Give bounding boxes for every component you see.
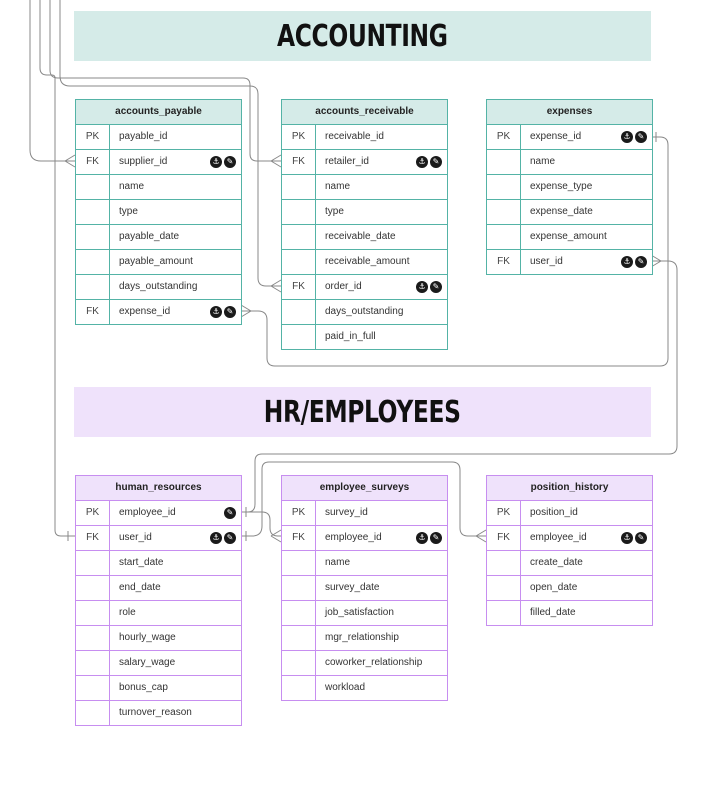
anchor-icon[interactable]: ⚓ xyxy=(416,281,428,293)
field-name: role xyxy=(119,607,136,618)
table-header: accounts_payable xyxy=(76,100,241,124)
table-human-resources[interactable] xyxy=(75,475,242,726)
field-name: paid_in_full xyxy=(325,331,376,342)
field-name: open_date xyxy=(530,582,578,593)
connector-supplier xyxy=(30,0,75,161)
key-label xyxy=(76,676,110,700)
table-row[interactable] xyxy=(487,224,652,249)
table-header: position_history xyxy=(487,476,652,500)
field-name: days_outstanding xyxy=(119,281,198,292)
key-label xyxy=(282,601,316,625)
table-row[interactable] xyxy=(76,625,241,650)
key-label: FK xyxy=(487,526,521,550)
key-label xyxy=(487,175,521,199)
table-row[interactable] xyxy=(76,224,241,249)
field-name: type xyxy=(325,206,344,217)
field-name: days_outstanding xyxy=(325,306,404,317)
field-name: supplier_id xyxy=(119,156,168,167)
key-label: PK xyxy=(282,125,316,149)
key-label xyxy=(76,626,110,650)
key-label: FK xyxy=(282,275,316,299)
table-row[interactable] xyxy=(282,274,447,299)
edit-icon[interactable]: ✎ xyxy=(430,532,442,544)
anchor-icon[interactable]: ⚓ xyxy=(210,532,222,544)
field-name: retailer_id xyxy=(325,156,369,167)
field-name: type xyxy=(119,206,138,217)
table-row[interactable] xyxy=(282,324,447,349)
key-label xyxy=(487,551,521,575)
connector-hr-user xyxy=(40,0,75,536)
anchor-icon[interactable]: ⚓ xyxy=(416,532,428,544)
table-row[interactable] xyxy=(282,249,447,274)
table-row[interactable] xyxy=(76,299,241,324)
key-label xyxy=(282,576,316,600)
key-label: PK xyxy=(487,501,521,525)
field-name: create_date xyxy=(530,557,583,568)
key-label: FK xyxy=(76,526,110,550)
edit-icon[interactable]: ✎ xyxy=(430,156,442,168)
field-icons xyxy=(621,526,652,550)
key-label xyxy=(282,225,316,249)
key-label xyxy=(76,601,110,625)
key-label xyxy=(76,576,110,600)
key-label xyxy=(282,325,316,349)
edit-icon[interactable]: ✎ xyxy=(430,281,442,293)
table-row[interactable] xyxy=(76,149,241,174)
field-name: employee_id xyxy=(530,532,587,543)
key-label: PK xyxy=(282,501,316,525)
edit-icon[interactable]: ✎ xyxy=(224,532,236,544)
key-label xyxy=(282,175,316,199)
field-name: name xyxy=(325,557,351,568)
key-label xyxy=(487,200,521,224)
table-row[interactable] xyxy=(76,700,241,725)
field-name: payable_date xyxy=(119,231,180,242)
key-label xyxy=(282,626,316,650)
accounting-section-title: ACCOUNTING xyxy=(277,18,448,54)
key-label: FK xyxy=(76,150,110,174)
key-label: FK xyxy=(76,300,110,324)
anchor-icon[interactable]: ⚓ xyxy=(210,156,222,168)
key-label xyxy=(282,200,316,224)
edit-icon[interactable]: ✎ xyxy=(635,131,647,143)
table-row[interactable] xyxy=(282,575,447,600)
table-row[interactable] xyxy=(76,650,241,675)
key-label xyxy=(282,651,316,675)
field-icons xyxy=(621,125,652,149)
field-name: employee_id xyxy=(119,507,176,518)
field-name: salary_wage xyxy=(119,657,176,668)
table-header: expenses xyxy=(487,100,652,124)
table-row[interactable] xyxy=(76,525,241,550)
table-row[interactable] xyxy=(487,199,652,224)
key-label: FK xyxy=(487,250,521,274)
key-label: PK xyxy=(487,125,521,149)
field-icons xyxy=(416,150,447,174)
table-row[interactable] xyxy=(76,274,241,299)
edit-icon[interactable]: ✎ xyxy=(635,532,647,544)
field-name: name xyxy=(530,156,556,167)
table-row[interactable] xyxy=(76,600,241,625)
table-row[interactable] xyxy=(487,500,652,525)
table-row[interactable] xyxy=(76,500,241,525)
table-row[interactable] xyxy=(282,500,447,525)
table-row[interactable] xyxy=(282,299,447,324)
table-row[interactable] xyxy=(487,550,652,575)
table-row[interactable] xyxy=(76,199,241,224)
key-label xyxy=(487,225,521,249)
field-icons xyxy=(416,275,447,299)
field-icons xyxy=(416,526,447,550)
anchor-icon[interactable]: ⚓ xyxy=(210,306,222,318)
table-row[interactable] xyxy=(487,575,652,600)
key-label xyxy=(282,300,316,324)
table-row[interactable] xyxy=(282,600,447,625)
field-name: user_id xyxy=(530,256,563,267)
key-label xyxy=(76,551,110,575)
table-row[interactable] xyxy=(282,525,447,550)
key-label xyxy=(487,150,521,174)
table-header: accounts_receivable xyxy=(282,100,447,124)
field-name: job_satisfaction xyxy=(325,607,394,618)
field-name: expense_type xyxy=(530,181,593,192)
key-label xyxy=(282,676,316,700)
key-label xyxy=(487,601,521,625)
table-row[interactable] xyxy=(487,124,652,149)
field-icons xyxy=(621,250,652,274)
field-name: hourly_wage xyxy=(119,632,176,643)
table-header: employee_surveys xyxy=(282,476,447,500)
key-label xyxy=(76,250,110,274)
edit-icon[interactable]: ✎ xyxy=(635,256,647,268)
table-accounts-payable[interactable] xyxy=(75,99,242,325)
field-name: name xyxy=(325,181,351,192)
key-label: PK xyxy=(76,125,110,149)
table-row[interactable] xyxy=(282,625,447,650)
key-label xyxy=(282,250,316,274)
table-row[interactable] xyxy=(76,575,241,600)
table-row[interactable] xyxy=(282,124,447,149)
table-row[interactable] xyxy=(76,550,241,575)
key-label xyxy=(76,275,110,299)
field-name: receivable_date xyxy=(325,231,396,242)
anchor-icon[interactable]: ⚓ xyxy=(621,532,633,544)
key-label xyxy=(282,551,316,575)
field-name: turnover_reason xyxy=(119,707,192,718)
table-header: human_resources xyxy=(76,476,241,500)
table-row[interactable] xyxy=(282,650,447,675)
field-name: expense_id xyxy=(119,306,171,317)
key-label xyxy=(487,576,521,600)
field-icons xyxy=(210,300,241,324)
edit-icon[interactable]: ✎ xyxy=(224,306,236,318)
key-label xyxy=(76,175,110,199)
table-row[interactable] xyxy=(282,224,447,249)
key-label xyxy=(76,225,110,249)
field-name: payable_amount xyxy=(119,256,193,267)
table-row[interactable] xyxy=(282,199,447,224)
field-name: coworker_relationship xyxy=(325,657,423,668)
key-label: FK xyxy=(282,526,316,550)
field-icons xyxy=(210,526,241,550)
field-name: expense_amount xyxy=(530,231,607,242)
field-icons xyxy=(224,501,241,525)
table-row[interactable] xyxy=(76,249,241,274)
field-name: bonus_cap xyxy=(119,682,168,693)
table-row[interactable] xyxy=(487,249,652,274)
key-label: FK xyxy=(282,150,316,174)
edit-icon[interactable]: ✎ xyxy=(224,507,236,519)
anchor-icon[interactable]: ⚓ xyxy=(621,256,633,268)
edit-icon[interactable]: ✎ xyxy=(224,156,236,168)
table-position-history[interactable] xyxy=(486,475,653,626)
field-name: payable_id xyxy=(119,131,168,142)
hr-section-title: HR/EMPLOYEES xyxy=(264,394,461,430)
table-row[interactable] xyxy=(487,600,652,625)
table-row[interactable] xyxy=(282,174,447,199)
field-name: receivable_amount xyxy=(325,256,410,267)
table-accounts-receivable[interactable] xyxy=(281,99,448,350)
field-name: order_id xyxy=(325,281,362,292)
anchor-icon[interactable]: ⚓ xyxy=(416,156,428,168)
table-row[interactable] xyxy=(487,149,652,174)
table-row[interactable] xyxy=(487,174,652,199)
anchor-icon[interactable]: ⚓ xyxy=(621,131,633,143)
table-expenses[interactable] xyxy=(486,99,653,275)
field-name: expense_id xyxy=(530,131,582,142)
field-name: filled_date xyxy=(530,607,576,618)
table-row[interactable] xyxy=(76,174,241,199)
key-label: PK xyxy=(76,501,110,525)
field-name: position_id xyxy=(530,507,578,518)
field-name: workload xyxy=(325,682,366,693)
field-name: name xyxy=(119,181,145,192)
field-name: mgr_relationship xyxy=(325,632,399,643)
field-name: end_date xyxy=(119,582,161,593)
field-name: start_date xyxy=(119,557,164,568)
key-label xyxy=(76,200,110,224)
table-row[interactable] xyxy=(487,525,652,550)
field-icons xyxy=(210,150,241,174)
field-name: survey_id xyxy=(325,507,368,518)
field-name: survey_date xyxy=(325,582,380,593)
field-name: user_id xyxy=(119,532,152,543)
table-row[interactable] xyxy=(282,149,447,174)
field-name: receivable_id xyxy=(325,131,384,142)
table-row[interactable] xyxy=(76,124,241,149)
field-name: expense_date xyxy=(530,206,593,217)
key-label xyxy=(76,701,110,725)
table-row[interactable] xyxy=(282,550,447,575)
table-row[interactable] xyxy=(282,675,447,700)
key-label xyxy=(76,651,110,675)
table-employee-surveys[interactable] xyxy=(281,475,448,701)
field-name: employee_id xyxy=(325,532,382,543)
table-row[interactable] xyxy=(76,675,241,700)
